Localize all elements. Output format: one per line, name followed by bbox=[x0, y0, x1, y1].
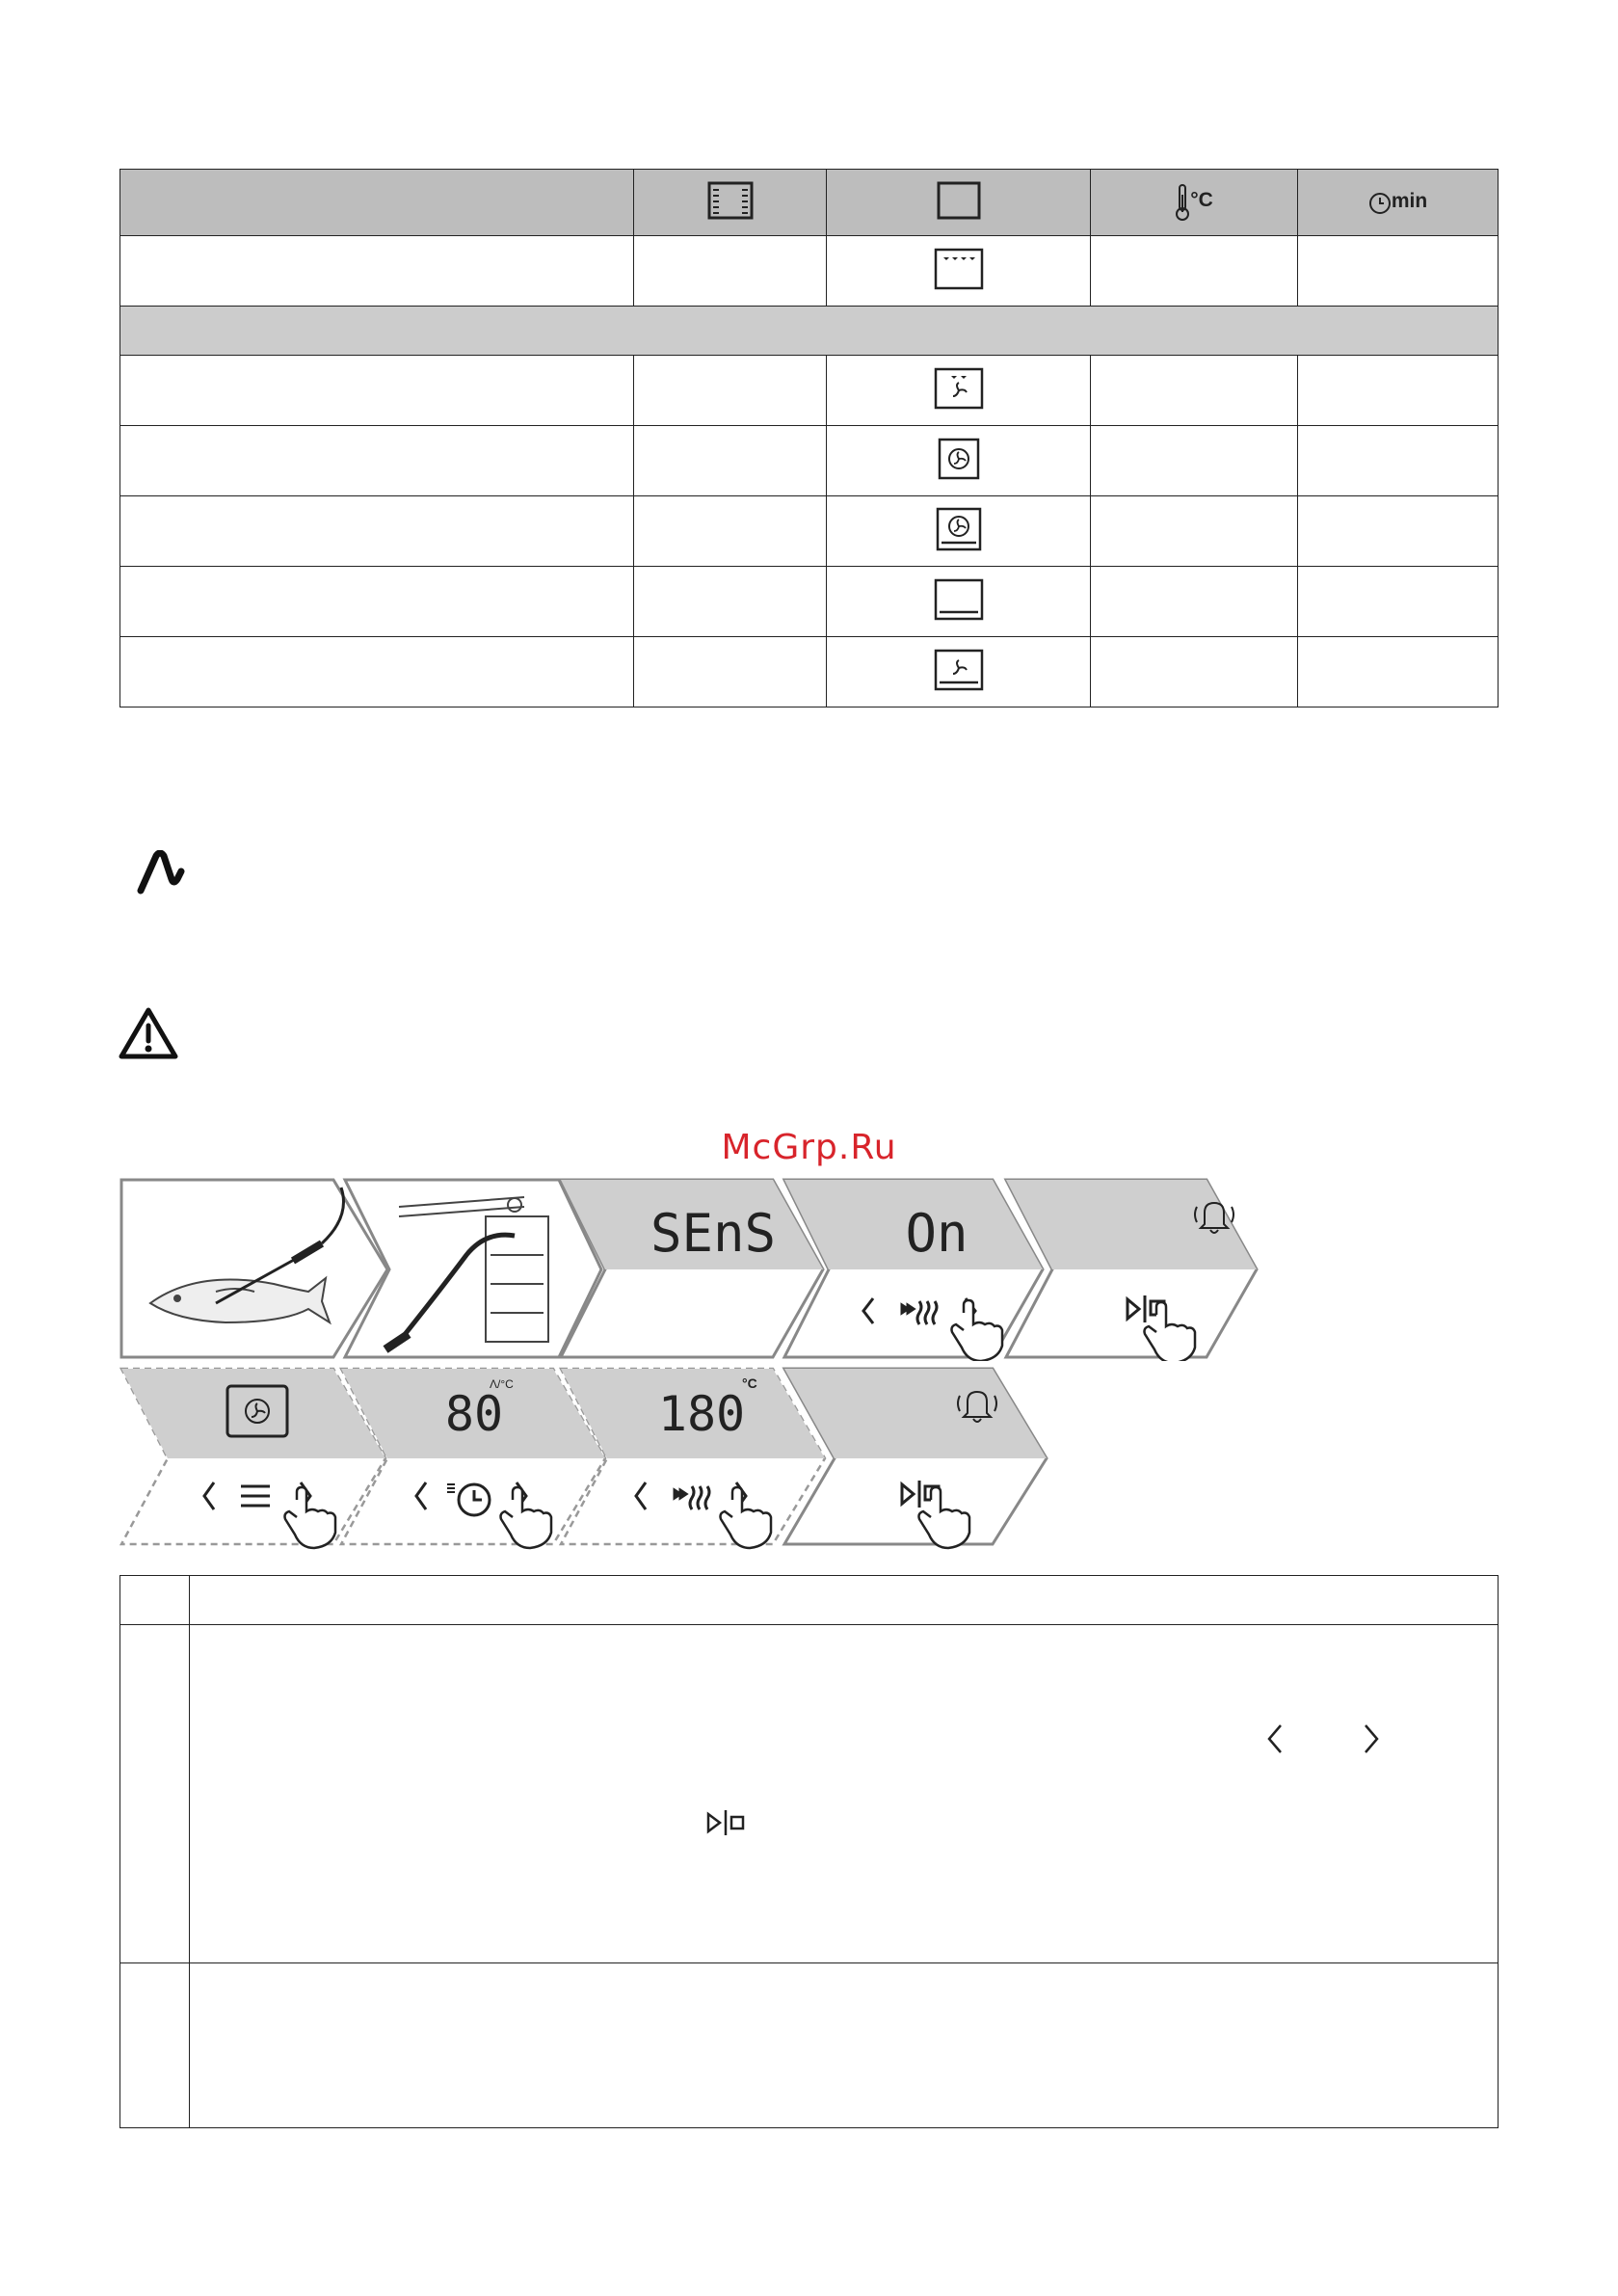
header-temperature bbox=[1091, 170, 1298, 236]
time-unit: min bbox=[1391, 190, 1428, 213]
display-on: On bbox=[905, 1203, 968, 1264]
top-heat-icon bbox=[934, 248, 984, 290]
display-probe-temp: 80 bbox=[444, 1386, 504, 1442]
display-oven-temp: 180 bbox=[657, 1386, 746, 1442]
table-row bbox=[120, 236, 1499, 307]
instructions-table bbox=[119, 1575, 1499, 2128]
chevron-right-icon bbox=[1360, 1722, 1383, 1756]
warning-icon bbox=[118, 1006, 179, 1060]
fan-ring-bottom-heat-icon bbox=[936, 507, 982, 551]
table-row bbox=[120, 1963, 1499, 2128]
cooking-functions-table bbox=[119, 169, 1499, 707]
step-fan-select bbox=[121, 1369, 385, 1548]
table-row bbox=[120, 567, 1499, 637]
header-shelf bbox=[634, 170, 827, 236]
thermometer-icon bbox=[1175, 183, 1190, 222]
table-header-row bbox=[120, 1576, 1499, 1625]
steps-row-2 bbox=[119, 1367, 1064, 1550]
display-sens: SEnS bbox=[650, 1203, 777, 1264]
table-row bbox=[120, 496, 1499, 567]
temperature-unit: °C bbox=[1190, 189, 1213, 212]
steps-row-1 bbox=[119, 1178, 1276, 1361]
step-fish-probe bbox=[121, 1180, 387, 1357]
oven-temp-unit: °C bbox=[742, 1375, 757, 1391]
watermark: McGrp.Ru bbox=[721, 1128, 897, 1167]
fast-heat-icon bbox=[675, 1490, 686, 1498]
header-dish bbox=[120, 170, 634, 236]
table-row bbox=[120, 426, 1499, 496]
start-stop-icon bbox=[703, 1806, 751, 1839]
probe-symbol-icon bbox=[137, 850, 187, 894]
oven-function-icon bbox=[937, 181, 981, 220]
bottom-heat-icon bbox=[934, 578, 984, 621]
fan-top-heat-icon bbox=[934, 367, 984, 410]
chevron-left-icon bbox=[1263, 1722, 1286, 1756]
shelf-level-icon bbox=[707, 181, 754, 220]
fan-ring-heat-icon bbox=[938, 438, 980, 480]
fan-bottom-heat-icon bbox=[934, 649, 984, 691]
probe-unit: Λ/°C bbox=[490, 1377, 514, 1391]
clock-icon bbox=[1368, 192, 1392, 215]
table-group-row bbox=[120, 307, 1499, 356]
table-row bbox=[120, 1625, 1499, 1963]
header-function bbox=[827, 170, 1091, 236]
header-time bbox=[1298, 170, 1499, 236]
fast-heat-icon bbox=[902, 1305, 914, 1313]
table-header-row bbox=[120, 170, 1499, 236]
table-row bbox=[120, 356, 1499, 426]
table-row bbox=[120, 637, 1499, 707]
